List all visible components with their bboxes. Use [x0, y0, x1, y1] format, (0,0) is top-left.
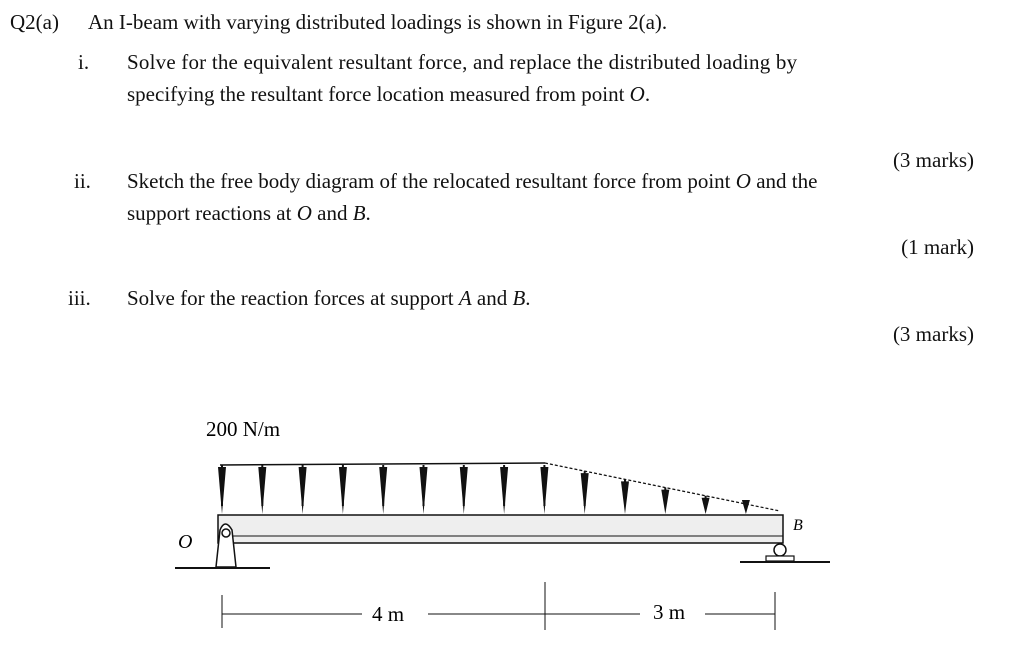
arrowhead-icon [299, 467, 307, 514]
arrowhead-icon [258, 467, 266, 514]
text: support reactions at [127, 201, 297, 225]
arrowhead-icon [500, 467, 508, 514]
question-number: Q2(a) [10, 10, 59, 34]
arrowhead-icon [581, 473, 589, 514]
text: and [311, 201, 353, 225]
text: . [525, 286, 531, 310]
roller-support-b [774, 544, 786, 556]
roller-plate [766, 556, 794, 561]
arrowhead-icon [621, 481, 629, 514]
text: B [352, 201, 366, 225]
text: O [629, 82, 645, 106]
arrowhead-icon [339, 467, 347, 514]
text: . [365, 201, 371, 225]
dim-4m: 4 m [372, 602, 405, 626]
load-top-line [220, 463, 545, 465]
point-b-label: B [793, 517, 803, 534]
text: O [296, 201, 312, 225]
part-i-label: i. [78, 50, 90, 74]
arrowhead-icon [661, 490, 669, 514]
text: Sketch the free body diagram of the relocated resultant force from point [127, 169, 736, 193]
text: Solve for the reaction forces at support [127, 286, 459, 310]
load-label: 200 N/m [206, 417, 281, 441]
arrowhead-icon [540, 467, 548, 514]
text: A [458, 286, 472, 310]
part-ii-marks: (1 mark) [901, 235, 974, 259]
text: and the [750, 169, 818, 193]
arrowhead-icon [460, 467, 468, 514]
text: . [644, 82, 651, 106]
part-i-marks: (3 marks) [892, 148, 974, 172]
part-iii-label: iii. [68, 286, 91, 310]
text: O [735, 169, 751, 193]
arrowhead-icon [420, 467, 428, 514]
text: specifying the resultant force location measured from point [127, 82, 630, 106]
dim-3m: 3 m [653, 600, 686, 624]
arrowhead-icon [218, 467, 226, 514]
text: B [512, 286, 526, 310]
arrowhead-icon [742, 500, 750, 514]
point-o-label: O [178, 531, 193, 553]
text: and [471, 286, 513, 310]
pin-icon [222, 529, 230, 537]
arrowhead-icon [379, 467, 387, 514]
distributed-load [218, 463, 780, 514]
part-ii-label: ii. [74, 169, 91, 193]
arrowhead-icon [702, 498, 710, 514]
part-iii-marks: (3 marks) [892, 322, 974, 346]
beam [218, 515, 783, 543]
question-intro: An I-beam with varying distributed loadings is shown in Figure 2(a). [88, 10, 668, 34]
part-i-line1: Solve for the equivalent resultant force, and replace the distributed loading by [127, 50, 798, 74]
